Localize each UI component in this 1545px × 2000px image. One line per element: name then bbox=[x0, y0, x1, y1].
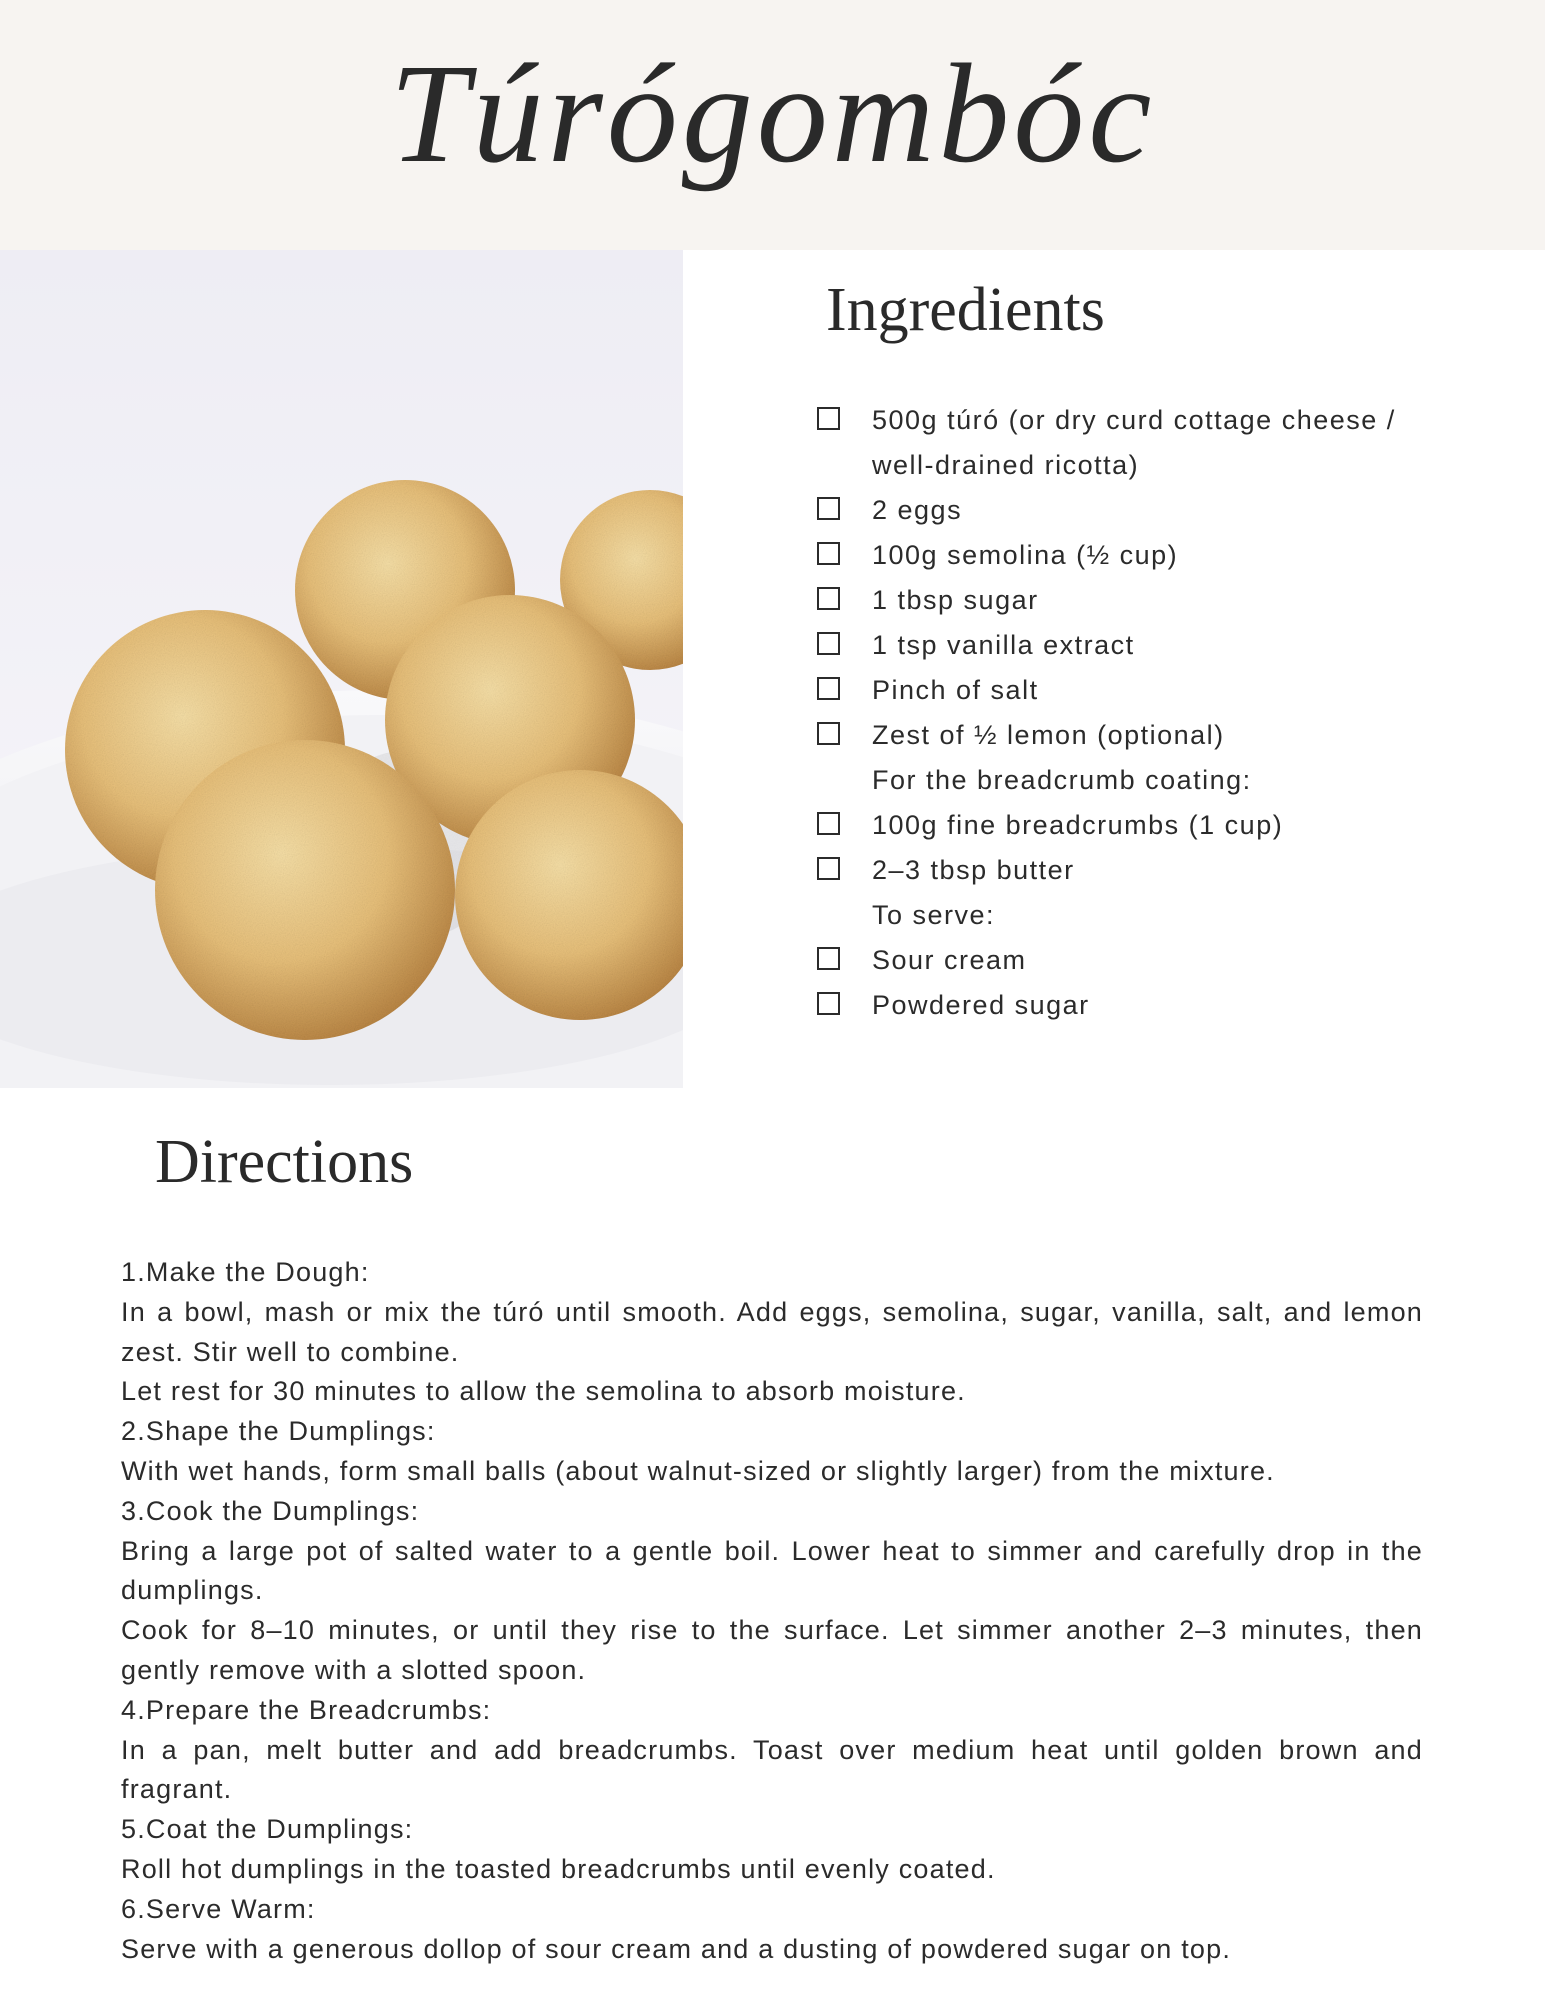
ingredient-checkbox[interactable] bbox=[817, 812, 840, 835]
direction-paragraph: With wet hands, form small balls (about walnut-sized or slightly larger) from the mixture. bbox=[121, 1455, 1275, 1486]
direction-paragraph: Cook for 8–10 minutes, or until they rise to the surface. Let simmer another 2–3 minutes, then gently remove with a slotted spoon. bbox=[121, 1615, 1423, 1685]
ingredient-checkbox[interactable] bbox=[817, 722, 840, 745]
direction-step-title: 1.Make the Dough: bbox=[121, 1257, 370, 1287]
ingredient-checkbox[interactable] bbox=[817, 587, 840, 610]
direction-paragraph: Roll hot dumplings in the toasted breadcrumbs until evenly coated. bbox=[121, 1853, 996, 1884]
direction-paragraph: In a bowl, mash or mix the túró until smooth. Add eggs, semolina, sugar, vanilla, salt, and lemon zest. Stir well to combine. bbox=[121, 1296, 1423, 1367]
ingredient-checkbox[interactable] bbox=[817, 947, 840, 970]
directions-heading: Directions bbox=[155, 1128, 414, 1196]
recipe-title: Túrógombóc bbox=[389, 34, 1156, 192]
ingredient-checkbox[interactable] bbox=[817, 992, 840, 1015]
ingredient-text: 1 tsp vanilla extract bbox=[872, 630, 1135, 660]
ingredient-section-label bbox=[815, 758, 1455, 803]
dumplings-photo bbox=[0, 250, 683, 1088]
ingredient-item bbox=[815, 803, 1455, 848]
ingredient-item bbox=[815, 488, 1455, 533]
ingredient-text: Powdered sugar bbox=[872, 990, 1090, 1020]
ingredient-item bbox=[815, 623, 1455, 668]
ingredient-text: 500g túró (or dry curd cottage cheese / well-drained ricotta) bbox=[872, 405, 1396, 480]
ingredient-text: Pinch of salt bbox=[872, 675, 1039, 705]
direction-step-title: 4.Prepare the Breadcrumbs: bbox=[121, 1694, 492, 1725]
ingredient-item bbox=[815, 398, 1455, 488]
ingredient-checkbox[interactable] bbox=[817, 632, 840, 655]
ingredient-item bbox=[815, 983, 1455, 1028]
ingredient-text: To serve: bbox=[872, 900, 996, 930]
ingredient-item bbox=[815, 938, 1455, 983]
ingredient-text: Sour cream bbox=[872, 945, 1027, 975]
direction-step-title: 6.Serve Warm: bbox=[121, 1893, 316, 1924]
direction-step-title: 2.Shape the Dumplings: bbox=[121, 1416, 436, 1447]
ingredient-text: For the breadcrumb coating: bbox=[872, 765, 1252, 795]
ingredient-section-label bbox=[815, 893, 1455, 938]
direction-step-title: 3.Cook the Dumplings: bbox=[121, 1495, 420, 1526]
direction-paragraph: In a pan, melt butter and add breadcrumbs. Toast over medium heat until golden brown and fragrant. bbox=[121, 1734, 1423, 1805]
ingredient-checkbox[interactable] bbox=[817, 857, 840, 880]
direction-paragraph: Serve with a generous dollop of sour cream and a dusting of powdered sugar on top. bbox=[121, 1933, 1232, 1964]
ingredient-item bbox=[815, 848, 1455, 893]
directions-body bbox=[121, 1253, 1423, 1969]
ingredient-checkbox[interactable] bbox=[817, 542, 840, 565]
ingredient-checkbox[interactable] bbox=[817, 497, 840, 520]
title-banner bbox=[0, 0, 1545, 250]
ingredient-text: 2 eggs bbox=[872, 495, 963, 525]
direction-paragraph: Let rest for 30 minutes to allow the semolina to absorb moisture. bbox=[121, 1376, 966, 1407]
ingredient-checkbox[interactable] bbox=[817, 407, 840, 430]
ingredient-text: 2–3 tbsp butter bbox=[872, 855, 1075, 885]
ingredient-text: 1 tbsp sugar bbox=[872, 585, 1039, 615]
ingredient-item bbox=[815, 533, 1455, 578]
ingredients-heading: Ingredients bbox=[826, 276, 1105, 344]
ingredient-checkbox[interactable] bbox=[817, 677, 840, 700]
ingredient-item bbox=[815, 713, 1455, 758]
ingredient-item bbox=[815, 578, 1455, 623]
ingredient-text: Zest of ½ lemon (optional) bbox=[872, 720, 1225, 750]
ingredient-text: 100g semolina (½ cup) bbox=[872, 540, 1179, 570]
ingredient-item bbox=[815, 668, 1455, 713]
ingredients-list bbox=[815, 398, 1455, 1028]
ingredient-text: 100g fine breadcrumbs (1 cup) bbox=[872, 810, 1284, 840]
direction-paragraph: Bring a large pot of salted water to a gentle boil. Lower heat to simmer and carefully drop in the dumplings. bbox=[121, 1535, 1423, 1606]
direction-step-title: 5.Coat the Dumplings: bbox=[121, 1814, 414, 1845]
